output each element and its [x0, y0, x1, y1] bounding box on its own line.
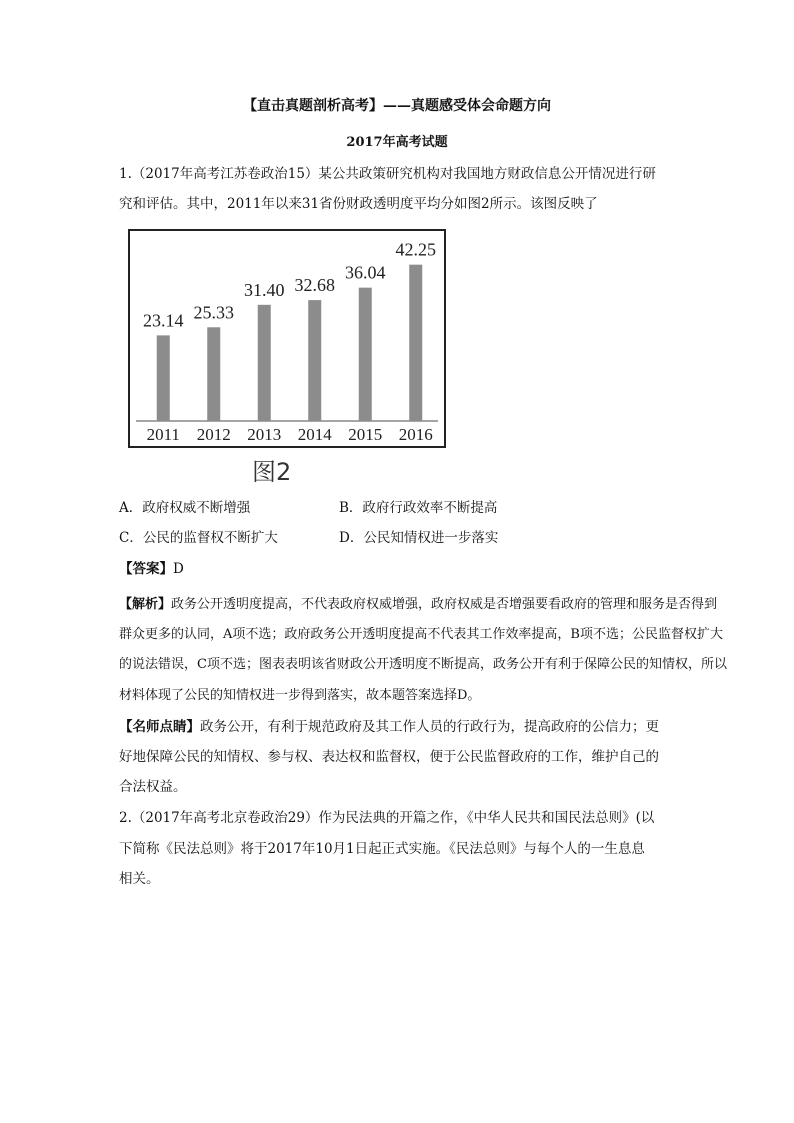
data-label-2014: 32.68 [294, 275, 335, 296]
figure-caption: 图2 [252, 458, 292, 486]
tip-line-2: 好地保障公民的知情权、参与权、表达权和监督权，便于公民监督政府的工作，维护自己的 [119, 749, 659, 765]
bar-2016 [409, 265, 422, 421]
tip-label: 【名师点睛】 [119, 719, 200, 735]
x-tick-label-2011: 2011 [146, 425, 180, 444]
tip-text-1: 政务公开，有利于规范政府及其工作人员的行政行为，提高政府的公信力；更 [200, 719, 659, 735]
question-1-line-1: 1.（2017年高考江苏卷政治15）某公共政策研究机构对我国地方财政信息公开情况进行研 [119, 166, 656, 182]
bar-2015 [359, 288, 372, 421]
analysis-line-1 [119, 593, 717, 612]
section-subtitle: 2017年高考试题 [346, 135, 448, 150]
page-title: 【直击真题剖析高考】——真题感受体会命题方向 [243, 98, 551, 114]
data-label-2015: 36.04 [345, 262, 386, 283]
data-label-2011: 23.14 [143, 310, 184, 331]
question-2-line-2: 下简称《民法总则》将于2017年10月1日起正式实施。《民法总则》与每个人的一生息息 [119, 841, 645, 857]
data-label-2012: 25.33 [193, 302, 234, 323]
question-1-line-2: 究和评估。其中，2011年以来31省份财政透明度平均分如图2所示。该图反映了 [119, 196, 598, 212]
analysis-line-3: 的说法错误，C项不选；图表表明该省财政公开透明度不断提高，政务公开有利于保障公民的知情权，所以 [119, 657, 727, 672]
analysis-text-1: 政务公开透明度提高，不代表政府权威增强，政府权威是否增强要看政府的管理和服务是否得到 [171, 597, 718, 612]
option-c: C．公民的监督权不断扩大 [119, 530, 278, 546]
x-tick-label-2015: 2015 [348, 425, 383, 444]
answer-line [119, 557, 184, 577]
data-label-2013: 31.40 [244, 279, 285, 300]
question-2-line-1: 2.（2017年高考北京卷政治29）作为民法典的开篇之作，《中华人民共和国民法总则》(以 [119, 810, 655, 826]
option-b: B．政府行政效率不断提高 [339, 500, 498, 516]
analysis-line-4: 材料体现了公民的知情权进一步得到落实，故本题答案选择D。 [119, 688, 481, 703]
x-tick-label-2012: 2012 [196, 425, 231, 444]
x-tick-label-2016: 2016 [398, 425, 433, 444]
bar-chart-svg [130, 231, 444, 446]
bar-2011 [157, 335, 170, 421]
data-label-2016: 42.25 [395, 239, 436, 260]
option-a: A．政府权威不断增强 [119, 500, 251, 516]
question-2-line-3: 相关。 [119, 871, 160, 887]
option-d: D．公民知情权进一步落实 [339, 530, 499, 546]
tip-line-3: 合法权益。 [119, 779, 187, 795]
x-tick-label-2013: 2013 [247, 425, 282, 444]
answer-label: 【答案】 [119, 561, 173, 577]
tip-line-1 [119, 715, 659, 735]
bar-2014 [308, 300, 321, 421]
analysis-line-2: 群众更多的认同，A项不选；政府政务公开透明度提高不代表其工作效率提高，B项不选；公民监督权扩大 [119, 627, 723, 642]
bar-2012 [207, 327, 220, 421]
bar-chart [128, 229, 446, 448]
answer-value: D [173, 561, 184, 577]
x-tick-label-2014: 2014 [297, 425, 332, 444]
bar-2013 [258, 305, 271, 421]
analysis-label: 【解析】 [119, 597, 172, 612]
